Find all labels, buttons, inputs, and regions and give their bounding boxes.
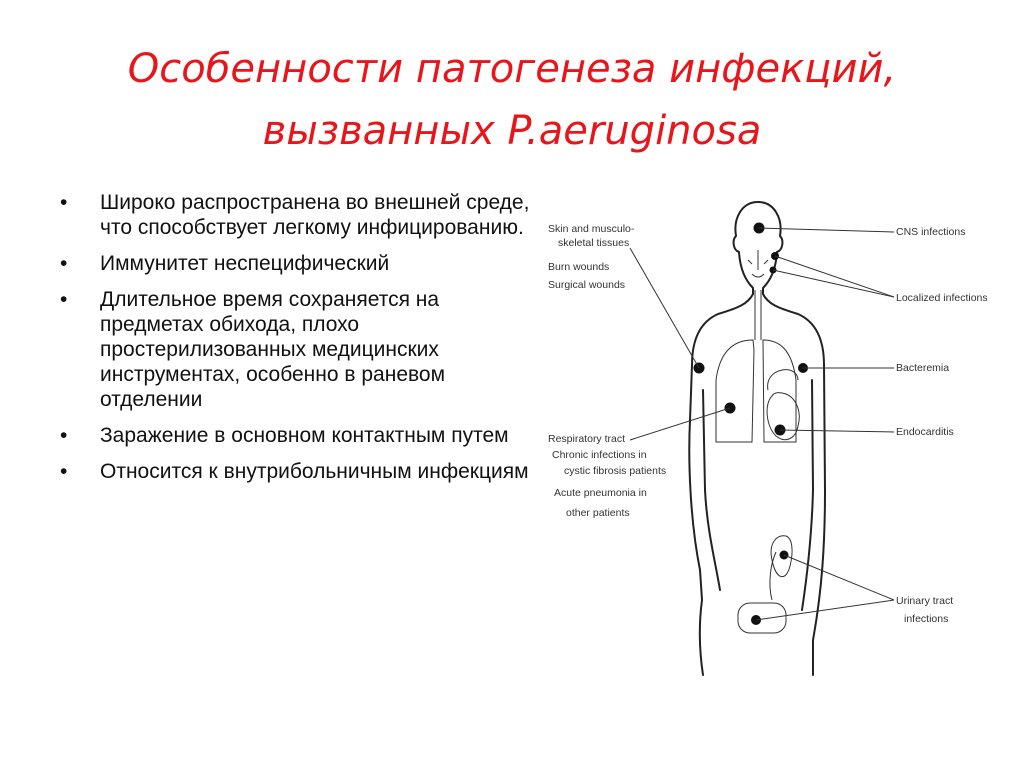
- respiratory-label-1: Respiratory tract: [548, 433, 626, 445]
- bullet-item: • Заражение в основном контактным путем: [60, 423, 530, 448]
- trachea: [755, 290, 761, 340]
- skin-label-3: Burn wounds: [548, 261, 610, 273]
- body-diagram-svg: [540, 190, 990, 680]
- respiratory-label-3: cystic fibrosis patients: [564, 465, 667, 477]
- bullet-item: • Относится к внутрибольничным инфекциям: [60, 459, 530, 484]
- localized-pointer-2: [773, 270, 894, 297]
- right-arm-inner: [802, 380, 813, 610]
- cns-pointer: [759, 228, 894, 232]
- bullet-item: • Широко распространена во внешней среде, что способствует легкому инфицированию.: [60, 190, 530, 240]
- slide-title: [0, 38, 1024, 162]
- left-arm-inner: [703, 390, 720, 590]
- bullet-list: [60, 190, 530, 495]
- cns-label: CNS infections: [896, 226, 966, 238]
- respiratory-pointer: [630, 408, 730, 440]
- face-detail: [748, 250, 768, 277]
- respiratory-label-4: Acute pneumonia in: [554, 487, 647, 499]
- slide-title-line-1: Особенности патогенеза инфекций,: [127, 46, 897, 92]
- bullet-item: • Длительное время сохраняется на предметах обихода, плохо простерилизованных медицинских инструментах, особенно в раневом отделении: [60, 287, 530, 412]
- ureter: [770, 552, 776, 600]
- respiratory-label-2: Chronic infections in: [552, 449, 647, 461]
- bullet-item: • Иммунитет неспецифический: [60, 251, 530, 276]
- localized-pointer-1: [775, 256, 894, 297]
- bacteremia-label: Bacteremia: [896, 362, 950, 374]
- localized-label: Localized infections: [896, 292, 988, 304]
- urinary-label-2: infections: [904, 613, 949, 625]
- urinary-label-1: Urinary tract: [896, 595, 954, 607]
- endocarditis-label: Endocarditis: [896, 426, 954, 438]
- skin-label-4: Surgical wounds: [548, 279, 626, 291]
- skin-label-2: skeletal tissues: [558, 237, 630, 249]
- bladder: [738, 603, 786, 633]
- slide-title-line-2: вызванных P.aeruginosa: [262, 108, 762, 154]
- infection-sites-diagram: [540, 190, 990, 680]
- urinary-pointer-1: [784, 555, 894, 600]
- respiratory-label-5: other patients: [566, 507, 630, 519]
- skin-pointer: [630, 248, 699, 368]
- body-outline: [689, 202, 825, 675]
- skin-label-1: Skin and musculo-: [548, 223, 635, 235]
